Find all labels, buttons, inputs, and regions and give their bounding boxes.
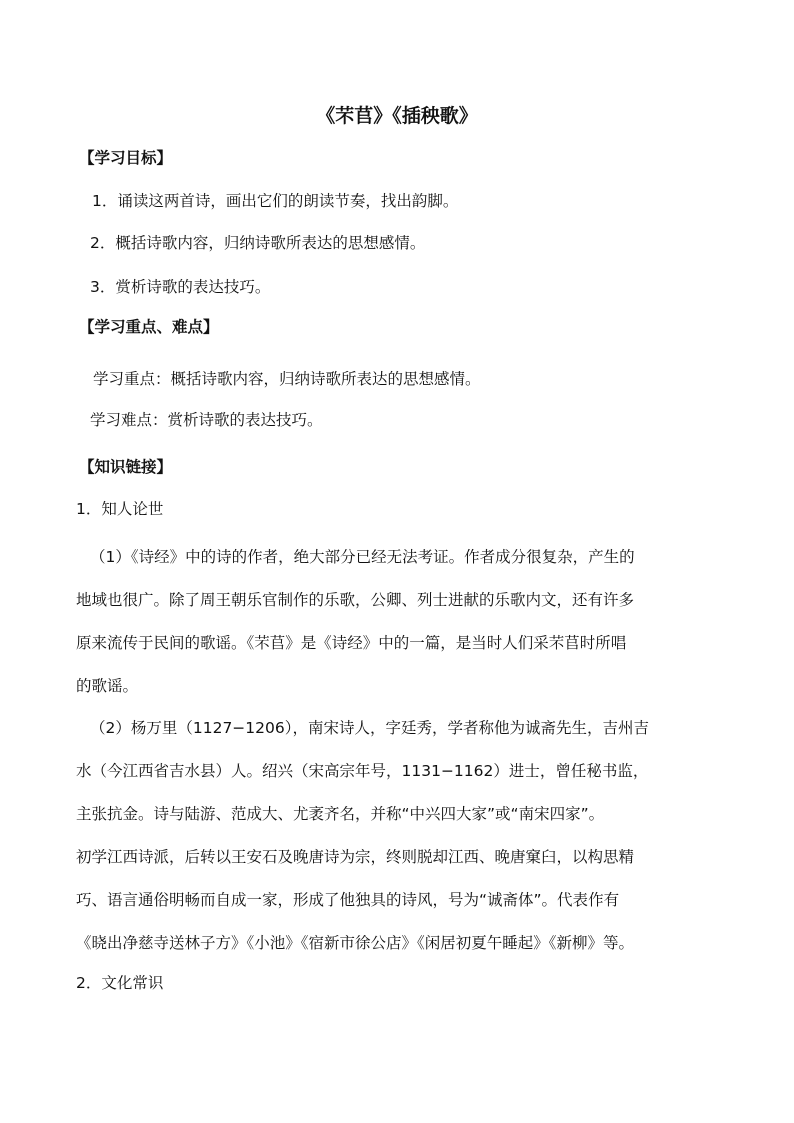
goals-heading: 【学习目标】	[79, 149, 173, 167]
para2-line: （2）杨万里（1127−1206），南宋诗人，字廷秀，学者称他为诚斋先生，吉州吉	[90, 719, 649, 737]
knowledge-heading: 【知识链接】	[79, 458, 173, 476]
para2-line: 初学江西诗派，后转以王安石及晚唐诗为宗，终则脱却江西、晚唐窠臼，以构思精	[76, 848, 635, 866]
goal-item-1: 1．诵读这两首诗，画出它们的朗读节奏，找出韵脚。	[92, 192, 459, 210]
subsection-heading-2: 2．文化常识	[76, 974, 164, 992]
para1-line: （1）《诗经》中的诗的作者，绝大部分已经无法考证。作者成分很复杂，产生的	[90, 548, 635, 566]
subsection-heading-1: 1．知人论世	[76, 500, 164, 518]
keypoints-heading: 【学习重点、难点】	[79, 318, 219, 336]
goal-item-3: 3．赏析诗歌的表达技巧。	[90, 278, 271, 296]
para2-line: 巧、语言通俗明畅而自成一家，形成了他独具的诗风，号为“诚斋体”。代表作有	[76, 891, 620, 909]
keypoint-item-2: 学习难点：赏析诗歌的表达技巧。	[90, 411, 323, 429]
keypoint-item-1: 学习重点：概括诗歌内容，归纳诗歌所表达的思想感情。	[93, 370, 481, 388]
para1-line: 的歌谣。	[76, 677, 139, 695]
goal-item-2: 2．概括诗歌内容，归纳诗歌所表达的思想感情。	[90, 234, 426, 252]
para1-line: 地域也很广。除了周王朝乐官制作的乐歌，公卿、列士进献的乐歌内文，还有许多	[76, 591, 635, 609]
para2-line: 水（今江西省吉水县）人。绍兴（宋高宗年号，1131−1162）进士，曾任秘书监，	[76, 762, 649, 780]
document-title: 《芣苢》《插秧歌》	[316, 105, 478, 127]
para2-line: 《晓出净慈寺送林子方》《小池》《宿新市徐公店》《闲居初夏午睡起》《新柳》等。	[76, 934, 635, 952]
para1-line: 原来流传于民间的歌谣。《芣苢》是《诗经》中的一篇，是当时人们采芣苢时所唱	[76, 634, 627, 652]
para2-line: 主张抗金。诗与陆游、范成大、尤袤齐名，并称“中兴四大家”或“南宋四家”。	[76, 805, 605, 823]
